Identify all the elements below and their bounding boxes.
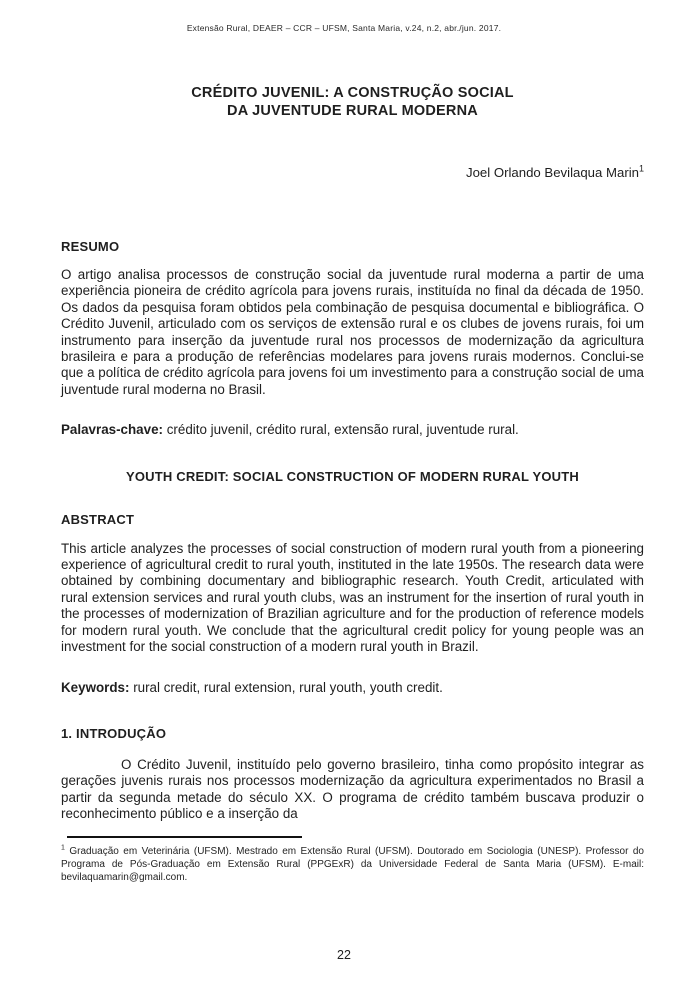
author-name: Joel Orlando Bevilaqua Marin: [465, 165, 639, 180]
introduction-paragraph: O Crédito Juvenil, instituído pelo governo brasileiro, tinha como propósito integrar as gerações juvenis rurais nos processos modernização da agricultura experimentados no Brasil a partir da segunda metade do século XX. O programa de crédito também buscava produzir o reconhecimento público e a inserção da: [61, 756, 644, 822]
page-content: [61, 84, 644, 884]
journal-running-head: Extensão Rural, DEAER – CCR – UFSM, Santa Maria, v.24, n.2, abr./jun. 2017.: [186, 23, 502, 33]
footnote: [61, 845, 644, 885]
article-title: [61, 84, 644, 120]
article-title-line-2: DA JUVENTUDE RURAL MODERNA: [227, 103, 478, 119]
palavras-chave-label: Palavras-chave:: [61, 422, 163, 438]
palavras-chave-line: [61, 422, 644, 438]
page-number: 22: [337, 948, 351, 962]
author-line: [61, 165, 644, 180]
resumo-heading: RESUMO: [61, 239, 120, 254]
abstract-paragraph: This article analyzes the processes of social construction of modern rural youth from a pioneering experience of agricultural credit to rural youth, instituted in the late 1950s. The research data were obtained by combining documentary and bibliographic research. Youth Credit, articulated with rural extension services and rural youth clubs, was an instrument for the insertion of rural youth in the processes of modernization of Brazilian agriculture and for the production of reference models for modern rural youth. We conclude that the agricultural credit policy for young people was an investment for the social construction of a modern rural youth in Brazil.: [61, 540, 644, 655]
keywords-text: rural credit, rural extension, rural youth, youth credit.: [129, 679, 443, 695]
article-title-line-1: CRÉDITO JUVENIL: A CONSTRUÇÃO SOCIAL: [191, 85, 514, 101]
abstract-heading: ABSTRACT: [61, 511, 135, 527]
resumo-paragraph: O artigo analisa processos de construção social da juventude rural moderna a partir de uma experiência pioneira de crédito agrícola para jovens rurais, instituída no final da década de 1950. Os dados da pesquisa foram obtidos pela combinação de pesquisa documental e bibliográfica. O Crédito Juvenil, articulado com os serviços de extensão rural e os clubes de jovens rurais, foi um instrumento para inserção da juventude rural nos processos de modernização da agricultura brasileira e para a produção de referências modelares para jovens rurais modernos. Conclui-se que a política de crédito agrícola para jovens foi um investimento para a construção social de uma juventude rural moderna no Brasil.: [61, 267, 644, 397]
keywords-line: [61, 680, 644, 696]
english-title: YOUTH CREDIT: SOCIAL CONSTRUCTION OF MODERN RURAL YOUTH: [125, 468, 579, 484]
footnote-text: Graduação em Veterinária (UFSM). Mestrado em Extensão Rural (UFSM). Doutorado em Sociologia (UNESP). Professor do Programa de Pós-Graduação em Extensão Rural (PPGExR) da Universidade Federal de Santa Maria (UFSM). E-mail: bevilaquamarin@gmail.com.: [61, 845, 644, 883]
footnote-separator-rule: [67, 836, 302, 838]
palavras-chave-text: crédito juvenil, crédito rural, extensão rural, juventude rural.: [163, 422, 519, 438]
keywords-label: Keywords:: [61, 679, 130, 695]
introduction-heading: 1. INTRODUÇÃO: [61, 725, 167, 741]
author-footnote-ref: 1: [638, 163, 644, 174]
footnote-marker: 1: [61, 844, 65, 852]
